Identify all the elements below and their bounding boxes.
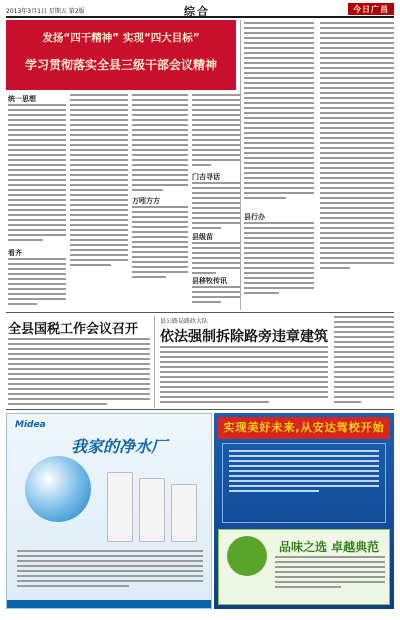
road-demolition-headline: 依法强制拆除路旁违章建筑 bbox=[160, 329, 328, 345]
section-rule bbox=[6, 312, 394, 313]
lead-banner bbox=[6, 20, 236, 90]
subhead-c: 门吉寻话 bbox=[192, 173, 220, 181]
midea-slogan: 我家的净水厂 bbox=[71, 437, 168, 456]
subhead-b: 看齐 bbox=[8, 249, 22, 257]
tax-meeting-headline: 全县国税工作会议召开 bbox=[8, 322, 139, 337]
article-text bbox=[8, 338, 150, 408]
article-text bbox=[192, 286, 240, 306]
purifier-image bbox=[171, 484, 197, 542]
edu-logo-icon bbox=[227, 536, 267, 576]
article-text bbox=[244, 22, 314, 202]
article-text bbox=[132, 94, 188, 194]
article-text bbox=[192, 182, 240, 232]
midea-water-ad bbox=[6, 413, 212, 609]
edu-headline: 实现美好未来,从安达驾校开始 bbox=[218, 417, 390, 439]
column-divider bbox=[240, 20, 241, 310]
article-text bbox=[244, 222, 314, 297]
ad-text bbox=[17, 550, 203, 590]
article-text bbox=[320, 22, 394, 272]
subhead-e: 县级苗 bbox=[192, 233, 213, 241]
column-divider bbox=[154, 316, 155, 408]
ad-text bbox=[229, 450, 379, 495]
article-text bbox=[192, 242, 240, 277]
article-text bbox=[334, 316, 394, 406]
date-page-line: 2013年3月1日 星期五 第2版 bbox=[6, 8, 85, 15]
edu-info-box bbox=[222, 443, 386, 523]
banner-line-1: 发扬“四干精神” 实现“四大目标” bbox=[42, 32, 200, 44]
article-text bbox=[192, 94, 240, 169]
purifier-image bbox=[107, 472, 133, 542]
water-drop-icon bbox=[25, 456, 91, 522]
article-text bbox=[70, 94, 128, 269]
subhead-g: 县行办 bbox=[244, 213, 265, 221]
purifier-image bbox=[139, 478, 165, 542]
subhead-a: 统一思想 bbox=[8, 95, 36, 103]
section-title: 综合 bbox=[184, 5, 210, 18]
article-text bbox=[132, 206, 188, 281]
ad-footer-bar bbox=[7, 600, 211, 609]
masthead: 今日广昌 bbox=[348, 3, 394, 15]
midea-logo: Midea bbox=[15, 420, 46, 430]
subhead-f: 县移牧传讯 bbox=[192, 277, 227, 285]
banner-line-2: 学习贯彻落实全县三级干部会议精神 bbox=[24, 58, 217, 72]
article-text bbox=[160, 346, 328, 406]
road-headline-kicker: 县公路局路政大队 bbox=[160, 318, 209, 325]
article-text bbox=[8, 104, 66, 244]
edu-title: 品味之选 卓越典范 bbox=[279, 540, 380, 554]
article-text bbox=[8, 258, 66, 308]
section-rule bbox=[6, 409, 394, 410]
subhead-d: 万吲方方 bbox=[132, 197, 160, 205]
education-ad bbox=[214, 413, 394, 609]
edu-lower-panel bbox=[218, 529, 390, 605]
page-header bbox=[6, 2, 394, 18]
ad-text bbox=[275, 556, 385, 591]
